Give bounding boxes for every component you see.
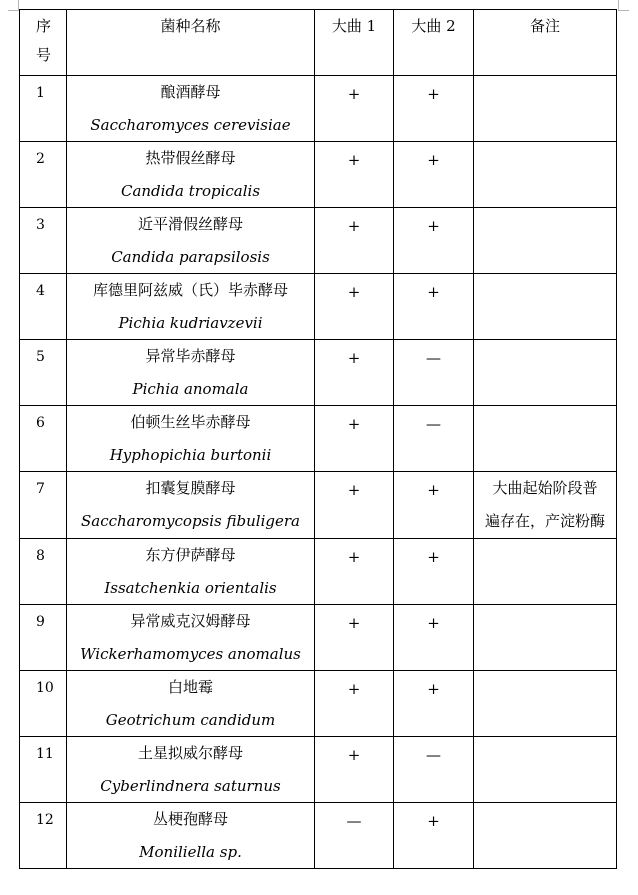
remark-cell [474,472,617,539]
page-corner-mark-top-right [618,0,629,11]
table-row [20,539,617,605]
species-chinese-name: 白地霉 [167,678,213,696]
daqu1-presence-mark: + [347,481,361,499]
yeast-species-table [19,9,617,869]
species-latin-name: Saccharomyces cerevisiae [90,116,291,134]
remark-text: 大曲起始阶段普 遍存在，产淀粉酶 [484,479,605,530]
row-index: 7 [36,481,45,497]
row-index: 5 [36,349,45,365]
remark-cell [474,539,617,605]
table-row [20,76,617,142]
species-name-cell [67,539,315,605]
remark-cell [474,274,617,340]
daqu2-presence-mark: + [427,283,440,301]
daqu1-cell [315,274,394,340]
daqu1-cell [315,803,394,869]
species-name-cell [67,208,315,274]
species-chinese-name: 丛梗孢酵母 [152,810,228,828]
daqu2-presence-mark: — [426,415,441,433]
row-index: 10 [36,680,54,696]
index-cell [20,340,67,406]
daqu1-cell [315,406,394,472]
species-name-cell [67,340,315,406]
index-cell [20,274,67,340]
species-chinese-name: 异常毕赤酵母 [145,347,236,365]
species-chinese-name: 近平滑假丝酵母 [137,215,243,233]
table-row [20,605,617,671]
species-chinese-name: 酿酒酵母 [160,83,221,101]
daqu1-presence-mark: + [347,217,361,235]
daqu2-cell [394,76,474,142]
row-index: 2 [36,151,45,167]
daqu1-presence-mark: + [347,614,361,632]
table-row [20,737,617,803]
species-chinese-name: 库德里阿兹威（氏）毕赤酵母 [92,281,288,299]
species-chinese-name: 扣囊复膜酵母 [145,479,236,497]
header-daqu2-label: 大曲 2 [411,17,456,35]
species-name-cell [67,803,315,869]
table-row [20,406,617,472]
species-name-cell [67,406,315,472]
header-remark-label: 备注 [529,17,560,35]
species-latin-name: Moniliella sp. [139,843,242,861]
species-latin-name: Wickerhamomyces anomalus [80,645,301,663]
daqu2-presence-mark: + [427,548,440,566]
remark-cell [474,340,617,406]
daqu2-presence-mark: + [427,85,440,103]
table-row [20,142,617,208]
species-latin-name: Candida tropicalis [120,182,261,200]
daqu2-presence-mark: + [427,614,440,632]
header-index-label: 序 号 [36,17,52,64]
table-row [20,472,617,539]
row-index: 8 [36,548,45,564]
daqu1-presence-mark: + [347,283,361,301]
index-cell [20,472,67,539]
species-latin-name: Saccharomycopsis fibuligera [81,512,300,530]
species-chinese-name: 东方伊萨酵母 [145,546,236,564]
remark-cell [474,406,617,472]
table-row [20,803,617,869]
species-chinese-name: 热带假丝酵母 [145,149,236,167]
daqu1-presence-mark: + [347,680,361,698]
species-name-cell [67,76,315,142]
index-cell [20,76,67,142]
daqu1-cell [315,208,394,274]
remark-cell [474,671,617,737]
species-name-cell [67,142,315,208]
species-name-cell [67,274,315,340]
daqu1-presence-mark: + [347,349,361,367]
daqu1-presence-mark: + [347,746,361,764]
daqu2-cell [394,274,474,340]
daqu1-presence-mark: — [346,812,362,830]
index-cell [20,142,67,208]
header-daqu1-label: 大曲 1 [331,17,377,35]
remark-cell [474,737,617,803]
row-index: 3 [36,217,45,233]
index-cell [20,208,67,274]
index-cell [20,539,67,605]
daqu2-cell [394,340,474,406]
row-index: 6 [36,415,45,431]
daqu1-presence-mark: + [347,548,361,566]
daqu2-cell [394,605,474,671]
index-cell [20,803,67,869]
row-index: 11 [36,746,54,762]
species-latin-name: Pichia kudriavzevii [118,314,263,332]
daqu1-cell [315,340,394,406]
table-row [20,208,617,274]
species-latin-name: Candida parapsilosis [111,248,270,266]
daqu1-cell [315,472,394,539]
daqu1-presence-mark: + [347,151,361,169]
index-cell [20,671,67,737]
daqu2-presence-mark: — [426,746,441,764]
daqu2-presence-mark: + [427,680,440,698]
header-cell-index [20,10,67,76]
header-cell-daqu1 [315,10,394,76]
daqu2-presence-mark: + [427,481,440,499]
header-cell-daqu2 [394,10,474,76]
species-latin-name: Issatchenkia orientalis [104,579,277,597]
daqu2-cell [394,406,474,472]
row-index: 12 [36,812,54,828]
daqu2-cell [394,142,474,208]
species-name-cell [67,737,315,803]
index-cell [20,406,67,472]
daqu1-cell [315,671,394,737]
row-index: 9 [36,614,45,630]
row-index: 4 [36,283,45,299]
remark-cell [474,76,617,142]
remark-cell [474,208,617,274]
table-row [20,671,617,737]
daqu2-presence-mark: + [427,217,440,235]
row-index: 1 [36,85,45,101]
daqu2-presence-mark: + [427,151,440,169]
daqu2-presence-mark: + [427,812,440,830]
index-cell [20,737,67,803]
species-chinese-name: 土星拟威尔酵母 [137,744,243,762]
species-name-cell [67,671,315,737]
species-latin-name: Geotrichum candidum [105,711,276,729]
daqu1-cell [315,76,394,142]
daqu1-cell [315,737,394,803]
daqu1-cell [315,539,394,605]
species-chinese-name: 异常威克汉姆酵母 [130,612,251,630]
daqu2-cell [394,208,474,274]
table-body [20,10,617,869]
header-species-name-label: 菌种名称 [160,17,221,35]
species-latin-name: Cyberlindnera saturnus [100,777,281,795]
daqu1-presence-mark: + [347,85,361,103]
daqu2-cell [394,472,474,539]
table-row [20,274,617,340]
daqu2-cell [394,671,474,737]
daqu1-cell [315,605,394,671]
page-corner-mark-top-left [8,0,19,11]
daqu1-presence-mark: + [347,415,361,433]
table-row [20,340,617,406]
remark-cell [474,142,617,208]
table-header-row [20,10,617,76]
daqu2-cell [394,539,474,605]
species-chinese-name: 伯顿生丝毕赤酵母 [130,413,251,431]
species-name-cell [67,472,315,539]
remark-cell [474,605,617,671]
species-latin-name: Pichia anomala [132,380,249,398]
daqu2-cell [394,737,474,803]
species-name-cell [67,605,315,671]
header-cell-species-name [67,10,315,76]
remark-cell [474,803,617,869]
daqu2-presence-mark: — [426,349,441,367]
index-cell [20,605,67,671]
species-latin-name: Hyphopichia burtonii [109,446,272,464]
header-cell-remark [474,10,617,76]
daqu2-cell [394,803,474,869]
daqu1-cell [315,142,394,208]
